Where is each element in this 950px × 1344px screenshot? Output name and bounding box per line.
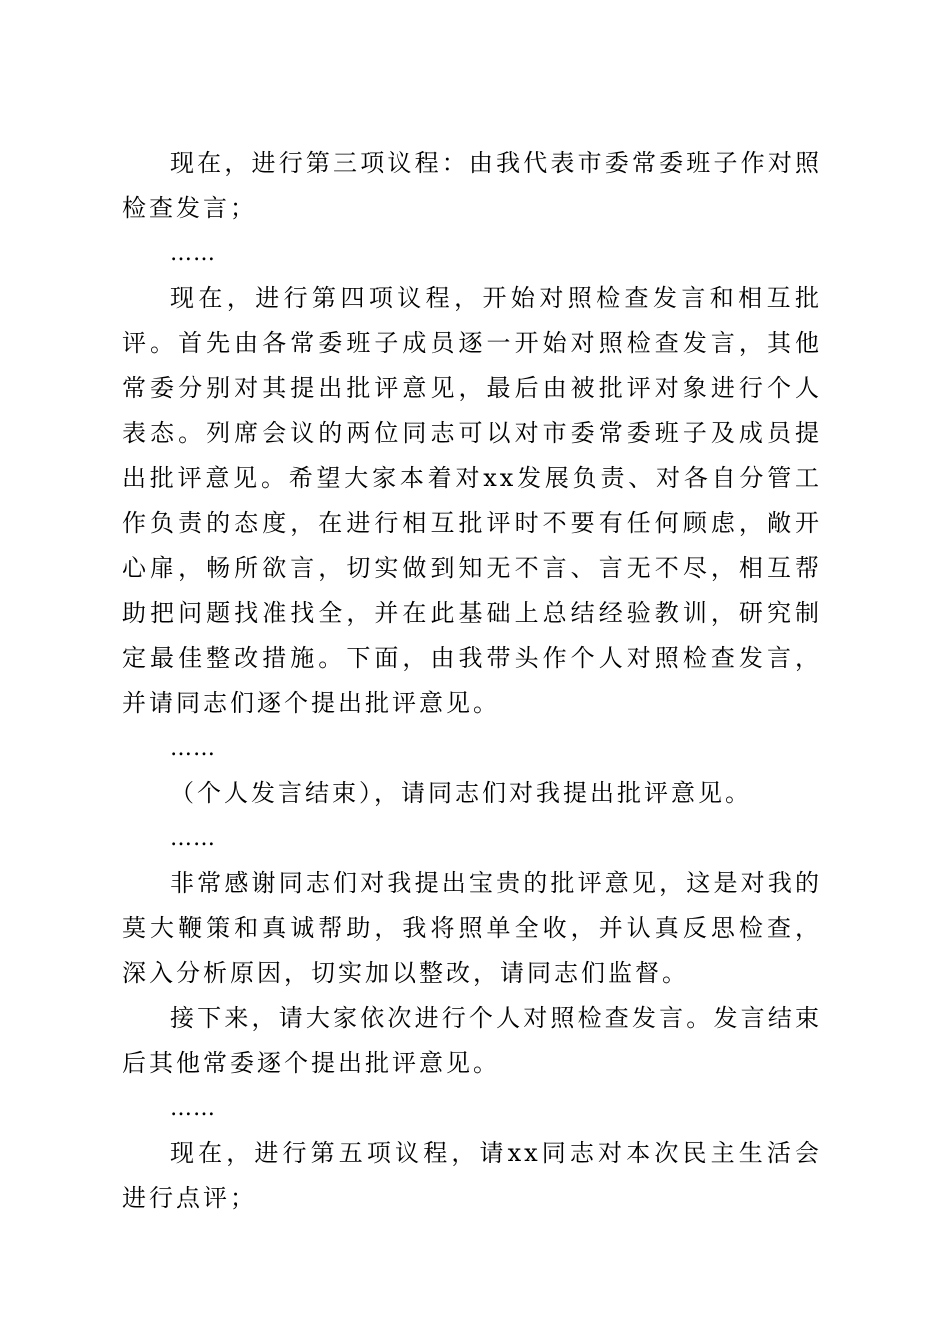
document-body — [122, 141, 822, 1221]
paragraph-agenda-four: 现在，进行第四项议程，开始对照检查发言和相互批评。首先由各常委班子成员逐一开始对照检查发言，其他常委分别对其提出批评意见，最后由被批评对象进行个人表态。列席会议的两位同志可以对市委常委班子及成员提出批评意见。希望大家本着对xx发展负责、对各自分管工作负责的态度，在进行相互批评时不要有任何顾虑，敞开心扉，畅所欲言，切实做到知无不言、言无不尽，相互帮助把问题找准找全，并在此基础上总结经验教训，研究制定最佳整改措施。下面，由我带头作个人对照检查发言，并请同志们逐个提出批评意见。 — [122, 284, 822, 717]
ellipsis-4: …… — [170, 1096, 216, 1121]
paragraph-agenda-three: 现在，进行第三项议程：由我代表市委常委班子作对照检查发言； — [122, 149, 822, 222]
paragraph-personal-speech-end: （个人发言结束），请同志们对我提出批评意见。 — [170, 779, 752, 807]
paragraph-agenda-five: 现在，进行第五项议程，请xx同志对本次民主生活会进行点评； — [122, 1139, 822, 1212]
paragraph-thanks: 非常感谢同志们对我提出宝贵的批评意见，这是对我的莫大鞭策和真诚帮助，我将照单全收，并认真反思检查，深入分析原因，切实加以整改，请同志们监督。 — [122, 869, 822, 987]
ellipsis-3: …… — [170, 826, 216, 851]
paragraph-next-speeches: 接下来，请大家依次进行个人对照检查发言。发言结束后其他常委逐个提出批评意见。 — [122, 1004, 822, 1077]
ellipsis-2: …… — [170, 736, 216, 761]
ellipsis-1: …… — [170, 241, 216, 266]
